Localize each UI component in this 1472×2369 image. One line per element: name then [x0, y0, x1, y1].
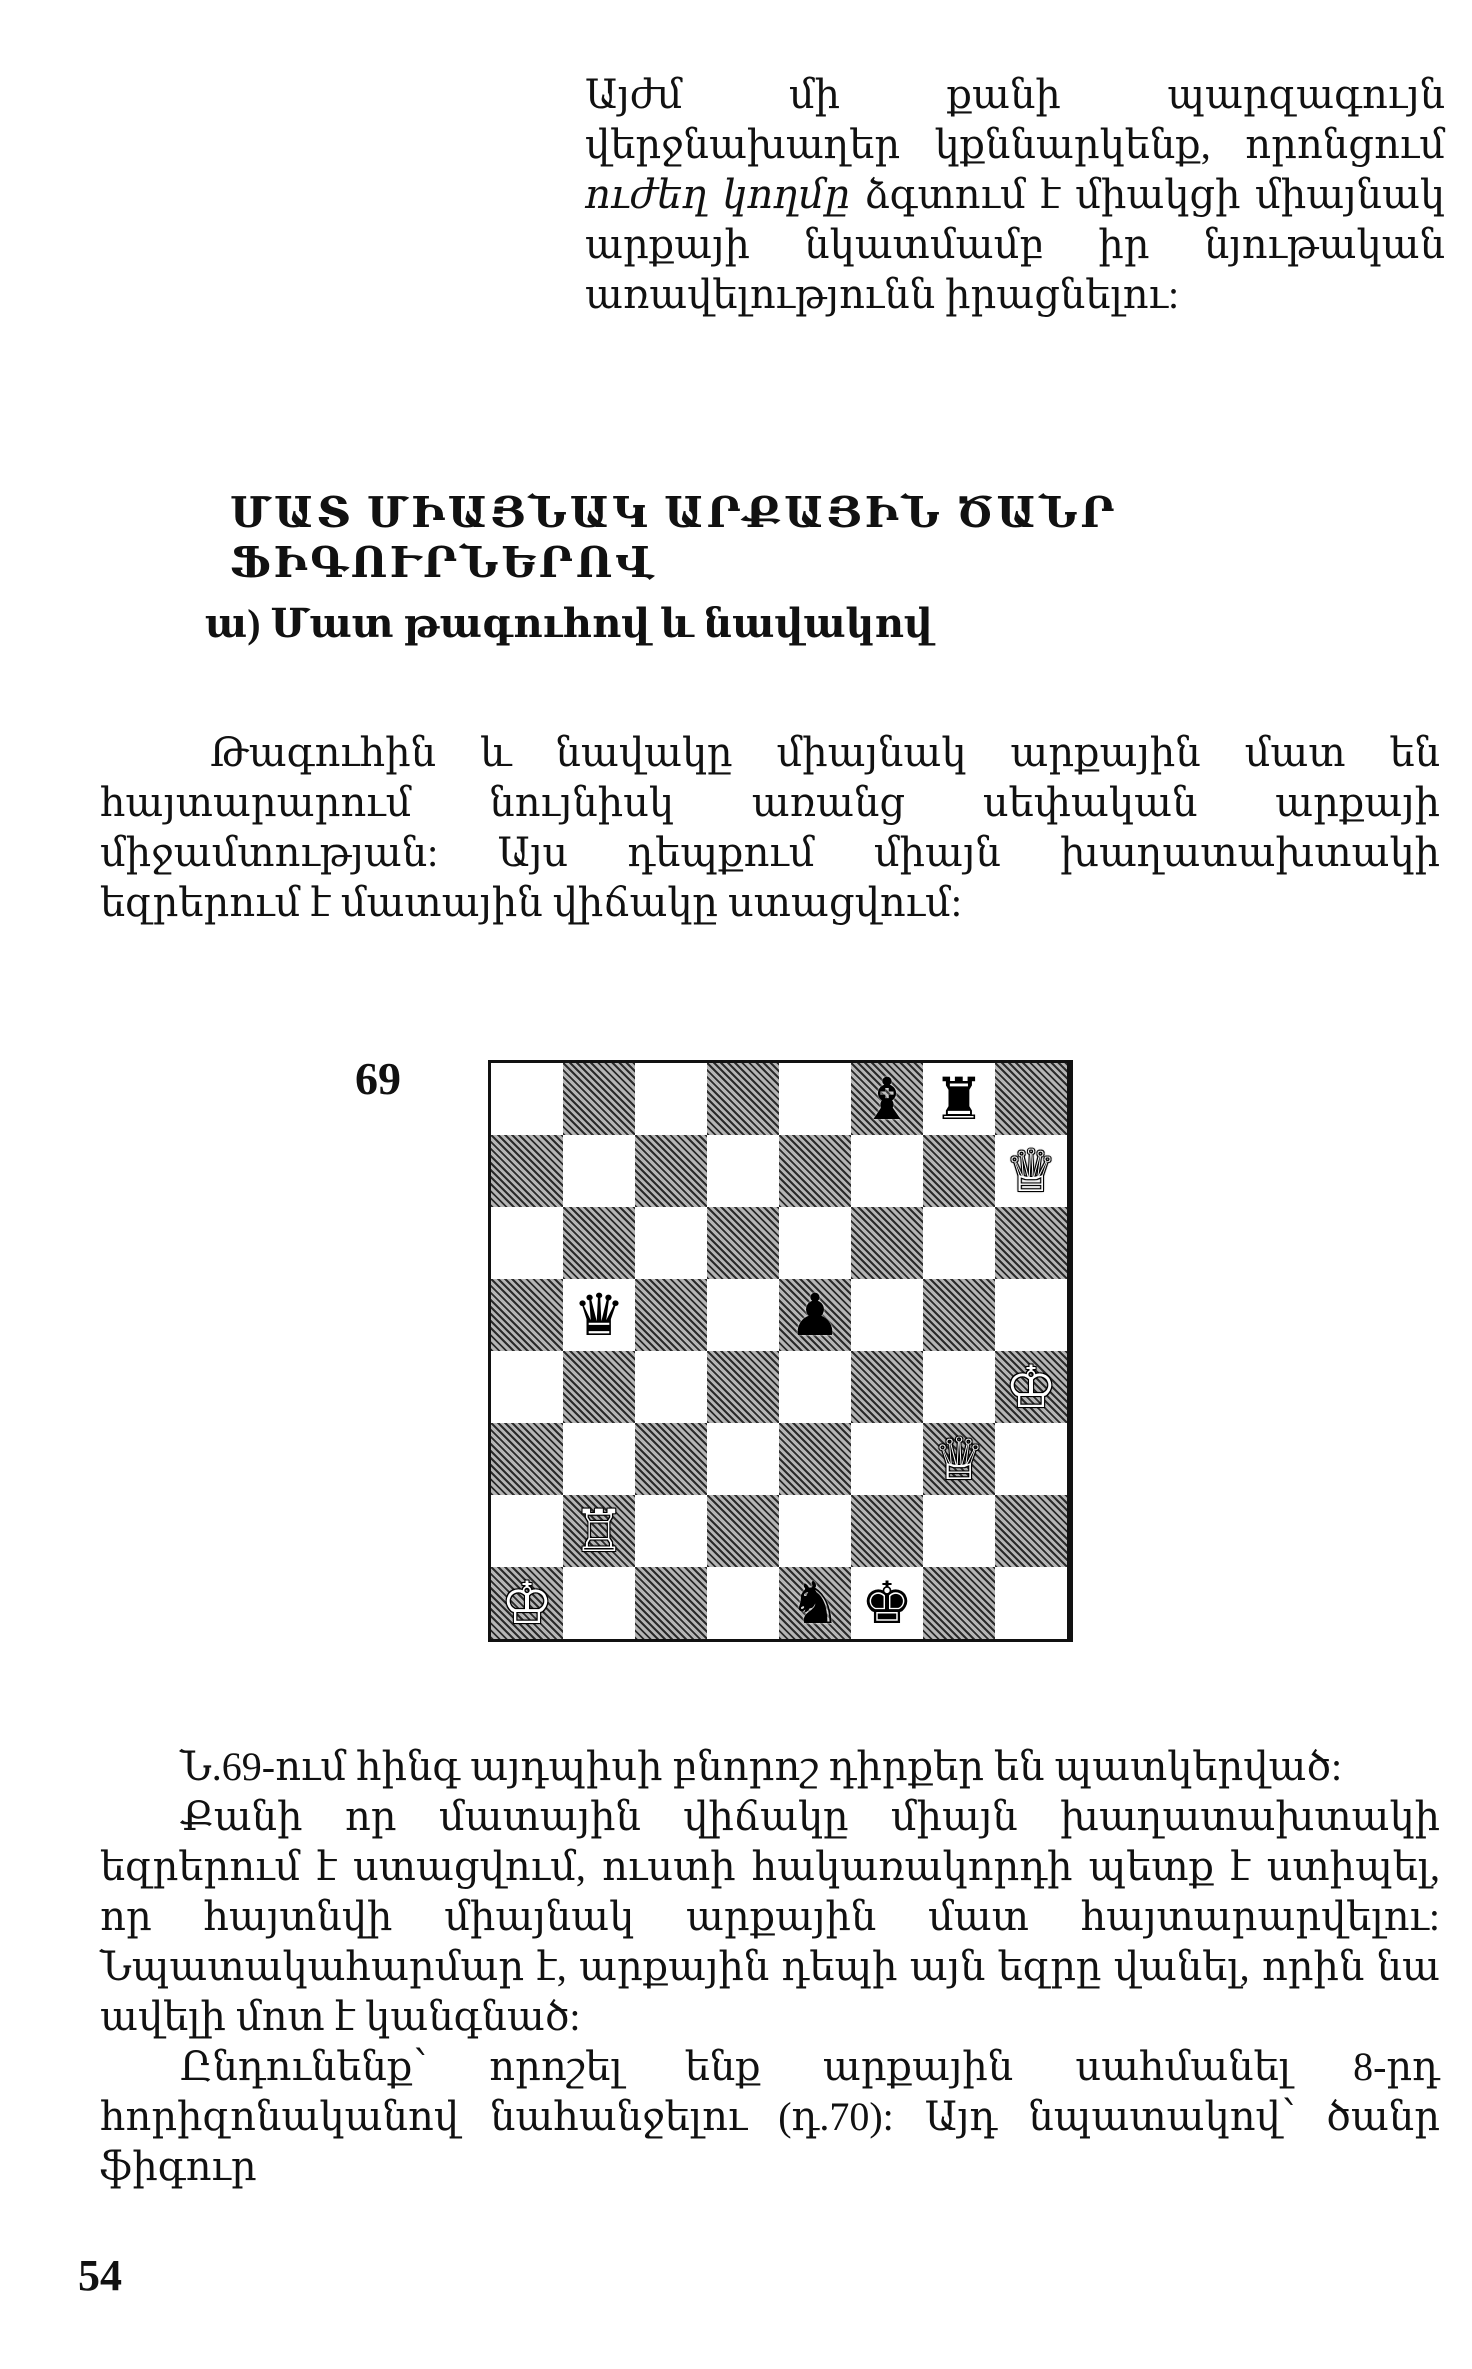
square-g5 [923, 1279, 995, 1351]
section-heading: ՄԱՏ ՄԻԱՅՆԱԿ ԱՐՔԱՅԻՆ ԾԱՆՐ ՖԻԳՈՒՐՆԵՐՈՎ [230, 491, 1118, 587]
square-d1 [707, 1567, 779, 1639]
square-a5 [491, 1279, 563, 1351]
square-a6 [491, 1207, 563, 1279]
square-a3 [491, 1423, 563, 1495]
square-h4 [995, 1351, 1067, 1423]
black-rook-icon: ♜ [933, 1065, 985, 1133]
square-h2 [995, 1495, 1067, 1567]
queen-rook-paragraph: Թագուհին և նավակը միայնակ արքային մատ են հայտարարում նույնիսկ առանց սեփական արքայի միջամտության: Այս դեպքում միայն խաղատախտակի եզրերում է մատային վիճակը ստացվում: [100, 730, 1440, 925]
chess-diagram [488, 1060, 1073, 1642]
square-f8 [851, 1063, 923, 1135]
square-d2 [707, 1495, 779, 1567]
square-b8 [563, 1063, 635, 1135]
square-c7 [635, 1135, 707, 1207]
square-c3 [635, 1423, 707, 1495]
white-king-icon: ♔ [501, 1569, 553, 1637]
white-rook-icon: ♖ [573, 1497, 625, 1565]
square-e3 [779, 1423, 851, 1495]
diagram-number: 69 [355, 1053, 401, 1104]
square-a4 [491, 1351, 563, 1423]
square-f6 [851, 1207, 923, 1279]
white-queen-icon: ♕ [1005, 1137, 1057, 1205]
square-f5 [851, 1279, 923, 1351]
square-b2 [563, 1495, 635, 1567]
square-c6 [635, 1207, 707, 1279]
square-d5 [707, 1279, 779, 1351]
square-g2 [923, 1495, 995, 1567]
square-c8 [635, 1063, 707, 1135]
black-king-icon: ♚ [861, 1569, 913, 1637]
square-c4 [635, 1351, 707, 1423]
square-g4 [923, 1351, 995, 1423]
intro-paragraph [585, 70, 1445, 320]
square-b6 [563, 1207, 635, 1279]
square-g1 [923, 1567, 995, 1639]
subsection-heading: ա) Մատ թագուհով և նավակով [205, 601, 933, 646]
square-c1 [635, 1567, 707, 1639]
square-c2 [635, 1495, 707, 1567]
square-h5 [995, 1279, 1067, 1351]
black-queen-icon: ♛ [573, 1281, 625, 1349]
square-e6 [779, 1207, 851, 1279]
square-c5 [635, 1279, 707, 1351]
square-e4 [779, 1351, 851, 1423]
intro-emphasis: ուժեղ կողմը [585, 172, 850, 217]
analysis-paragraph-2: Քանի որ մատային վիճակը միայն խաղատախտակի եզրերում է ստացվում, ուստի հակառակորդի պետք է ստիպել, որ հայտնվի միայնակ արքային մատ հայտարարվելու: Նպատակահարմար է, արքային դեպի այն եզրը վանել, որին նա ավելի մոտ է կանգնած: [100, 1794, 1440, 2039]
square-a2 [491, 1495, 563, 1567]
square-b3 [563, 1423, 635, 1495]
square-d4 [707, 1351, 779, 1423]
square-a1 [491, 1567, 563, 1639]
square-b5 [563, 1279, 635, 1351]
square-h7 [995, 1135, 1067, 1207]
square-e7 [779, 1135, 851, 1207]
chess-board [491, 1063, 1067, 1639]
square-d3 [707, 1423, 779, 1495]
square-b7 [563, 1135, 635, 1207]
black-bishop-icon: ♝ [861, 1065, 913, 1133]
square-e1 [779, 1567, 851, 1639]
square-h8 [995, 1063, 1067, 1135]
square-d8 [707, 1063, 779, 1135]
black-pawn-icon: ♟ [789, 1281, 841, 1349]
square-g6 [923, 1207, 995, 1279]
square-a7 [491, 1135, 563, 1207]
square-e8 [779, 1063, 851, 1135]
page-number: 54 [78, 2251, 122, 2300]
square-f4 [851, 1351, 923, 1423]
square-d7 [707, 1135, 779, 1207]
square-f1 [851, 1567, 923, 1639]
intro-text-end: ձգտում է միակցի միայնակ արքայի նկատմամբ իր նյութական առավելությունն իրացնելու: [585, 172, 1446, 317]
square-b4 [563, 1351, 635, 1423]
intro-text-start: Այժմ մի քանի պարզագույն վերջնախաղեր կքննարկենք, որոնցում [585, 72, 1445, 167]
square-h6 [995, 1207, 1067, 1279]
square-b1 [563, 1567, 635, 1639]
square-g3 [923, 1423, 995, 1495]
white-queen-icon: ♕ [933, 1425, 985, 1493]
square-g8 [923, 1063, 995, 1135]
square-f2 [851, 1495, 923, 1567]
square-a8 [491, 1063, 563, 1135]
white-king-icon: ♔ [1005, 1353, 1057, 1421]
square-h1 [995, 1567, 1067, 1639]
analysis-paragraph-3: Ընդունենք՝ որոշել ենք արքային սահմանել 8-րդ հորիզոնականով նահանջելու (դ.70): Այդ նպատակով՝ ծանր ֆիգուր [100, 2044, 1440, 2189]
square-h3 [995, 1423, 1067, 1495]
square-f3 [851, 1423, 923, 1495]
square-e2 [779, 1495, 851, 1567]
square-d6 [707, 1207, 779, 1279]
analysis-paragraph-1: Ն.69-ում հինգ այդպիսի բնորոշ դիրքեր են պատկերված: [180, 1744, 1343, 1789]
square-f7 [851, 1135, 923, 1207]
analysis-paragraphs [100, 1742, 1440, 2192]
square-g7 [923, 1135, 995, 1207]
black-knight-icon: ♞ [789, 1569, 841, 1637]
square-e5 [779, 1279, 851, 1351]
